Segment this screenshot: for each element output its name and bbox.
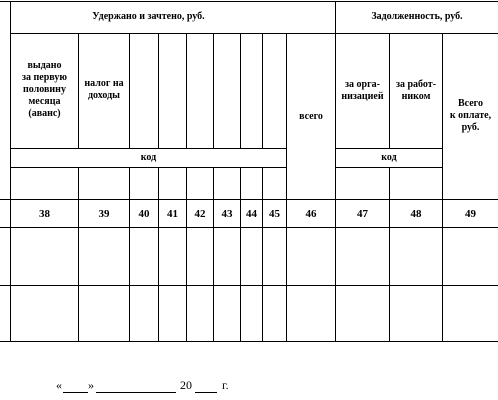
code-label-left: код [140, 152, 157, 163]
total-to-pay-header: Всего к оплате, руб. [449, 98, 492, 133]
date-line [0, 378, 498, 394]
year-suffix: г. [222, 378, 229, 392]
col-number: 43 [221, 208, 233, 220]
quote-open: « [56, 378, 62, 392]
col-number: 46 [305, 208, 317, 220]
total-withheld-header: всего [299, 111, 323, 122]
col-number: 42 [194, 208, 206, 220]
col-number: 47 [357, 208, 368, 220]
debt-org-header: за орга- низацией [341, 79, 384, 102]
col-number: 48 [410, 208, 422, 220]
year-blank[interactable] [195, 392, 217, 393]
code-label-right: код [381, 152, 397, 163]
day-blank[interactable] [63, 392, 88, 393]
year-prefix: 20 [180, 378, 192, 392]
col-number: 39 [98, 208, 110, 220]
debt-employee-header: за работ- ником [395, 79, 437, 102]
col-number: 41 [167, 208, 178, 220]
income-tax-header: налог на доходы [84, 78, 124, 101]
col-number: 45 [269, 208, 280, 220]
withheld-header: Удержано и зачтено, руб. [92, 11, 205, 22]
quote-close: » [88, 378, 94, 392]
col-number: 38 [39, 208, 50, 220]
col-number: 40 [138, 208, 150, 220]
debt-header: Задолженность, руб. [371, 11, 463, 22]
col-number: 49 [465, 208, 476, 220]
advance-header: выдано за первую половину месяца (аванс) [22, 60, 67, 119]
col-number: 44 [246, 208, 257, 220]
month-blank[interactable] [96, 392, 176, 393]
